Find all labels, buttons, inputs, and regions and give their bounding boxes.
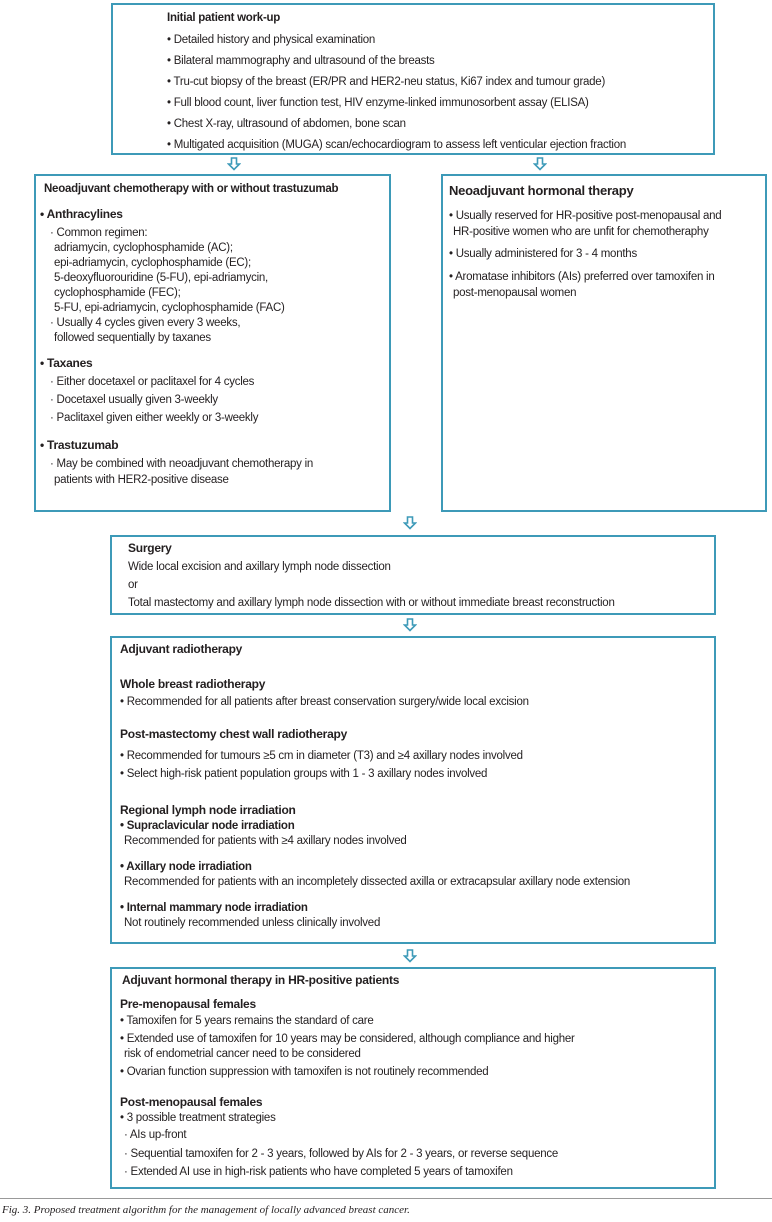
taxanes-line: · Docetaxel usually given 3-weekly (50, 394, 218, 406)
post-menopausal-line: · AIs up-front (124, 1129, 187, 1141)
surgery-box (110, 535, 716, 615)
anthracyclines-line: epi-adriamycin, cyclophosphamide (EC); (54, 257, 251, 269)
chemo-title: Neoadjuvant chemotherapy with or without trastuzumab (44, 183, 339, 195)
post-menopausal-line: • 3 possible treatment strategies (120, 1112, 276, 1124)
regional-heading: Regional lymph node irradiation (120, 803, 296, 817)
post-mastectomy-line: • Recommended for tumours ≥5 cm in diameter (T3) and ≥4 axillary nodes involved (120, 750, 523, 762)
trastuzumab-line: · May be combined with neoadjuvant chemotherapy in (50, 458, 314, 470)
regional-item-text: Recommended for patients with ≥4 axillary nodes involved (124, 835, 407, 847)
anthracyclines-line: followed sequentially by taxanes (54, 332, 211, 344)
chemo-box (34, 174, 391, 512)
pre-menopausal-heading: Pre-menopausal females (120, 997, 256, 1011)
trastuzumab-heading: • Trastuzumab (40, 438, 119, 452)
hormonal-line: • Aromatase inhibitors (AIs) preferred over tamoxifen in (449, 271, 715, 283)
workup-item: • Full blood count, liver function test, HIV enzyme-linked immunosorbent assay (ELISA) (167, 97, 589, 109)
post-menopausal-heading: Post-menopausal females (120, 1095, 263, 1109)
anthracyclines-heading: • Anthracylines (40, 207, 123, 221)
hormonal-box (441, 174, 767, 512)
anthracyclines-line: · Usually 4 cycles given every 3 weeks, (50, 317, 241, 329)
hormonal-title: Neoadjuvant hormonal therapy (449, 183, 634, 198)
surgery-title: Surgery (128, 541, 172, 555)
arrow-down-icon (403, 516, 417, 530)
taxanes-heading: • Taxanes (40, 356, 93, 370)
regional-item-text: Recommended for patients with an incompletely dissected axilla or extracapsular axillary node extension (124, 876, 631, 888)
hormonal-line: • Usually administered for 3 - 4 months (449, 248, 637, 260)
surgery-line: or (128, 579, 138, 591)
workup-item: • Detailed history and physical examination (167, 34, 376, 46)
pre-menopausal-line: • Tamoxifen for 5 years remains the standard of care (120, 1015, 374, 1027)
hormonal-line: HR-positive women who are unfit for chemotheraphy (453, 226, 709, 238)
figure-caption: Fig. 3. Proposed treatment algorithm for the management of locally advanced breast cancer. (2, 1204, 410, 1216)
pre-menopausal-line: risk of endometrial cancer need to be considered (124, 1048, 361, 1060)
regional-item-heading: • Axillary node irradiation (120, 861, 252, 873)
regional-item-heading: • Internal mammary node irradiation (120, 902, 308, 914)
surgery-line: Total mastectomy and axillary lymph node dissection with or without immediate breast reconstruction (128, 597, 615, 609)
radiotherapy-title: Adjuvant radiotherapy (120, 642, 243, 656)
arrow-down-icon (533, 157, 547, 171)
arrow-down-icon (403, 618, 417, 632)
anthracyclines-line: 5-FU, epi-adriamycin, cyclophosphamide (FAC) (54, 302, 285, 314)
regional-item-heading: • Supraclavicular node irradiation (120, 820, 295, 832)
pre-menopausal-line: • Ovarian function suppression with tamoxifen is not routinely recommended (120, 1066, 489, 1078)
workup-item: • Tru-cut biopsy of the breast (ER/PR and HER2-neu status, Ki67 index and tumour grade) (167, 76, 606, 88)
radiotherapy-box (110, 636, 716, 944)
anthracyclines-line: 5-deoxyfluorouridine (5-FU), epi-adriamycin, (54, 272, 268, 284)
anthracyclines-line: cyclophosphamide (FEC); (54, 287, 181, 299)
whole-breast-heading: Whole breast radiotherapy (120, 677, 266, 691)
post-mastectomy-line: • Select high-risk patient population groups with 1 - 3 axillary nodes involved (120, 768, 488, 780)
anthracyclines-line: adriamycin, cyclophosphamide (AC); (54, 242, 233, 254)
arrow-down-icon (227, 157, 241, 171)
post-menopausal-line: · Sequential tamoxifen for 2 - 3 years, followed by AIs for 2 - 3 years, or reverse sequence (124, 1148, 559, 1160)
workup-title: Initial patient work-up (167, 12, 281, 24)
taxanes-line: · Either docetaxel or paclitaxel for 4 cycles (50, 376, 255, 388)
workup-item: • Multigated acquisition (MUGA) scan/echocardiogram to assess left venticular ejection fraction (167, 139, 627, 151)
whole-breast-line: • Recommended for all patients after breast conservation surgery/wide local excision (120, 696, 529, 708)
hormonal-line: post-menopausal women (453, 287, 577, 299)
workup-item: • Chest X-ray, ultrasound of abdomen, bone scan (167, 118, 406, 130)
surgery-line: Wide local excision and axillary lymph node dissection (128, 561, 391, 573)
regional-item-text: Not routinely recommended unless clinically involved (124, 917, 381, 929)
arrow-down-icon (403, 949, 417, 963)
anthracyclines-line: · Common regimen: (50, 227, 148, 239)
workup-item: • Bilateral mammography and ultrasound of the breasts (167, 55, 435, 67)
pre-menopausal-line: • Extended use of tamoxifen for 10 years may be considered, although compliance and higher (120, 1033, 575, 1045)
taxanes-line: · Paclitaxel given either weekly or 3-weekly (50, 412, 259, 424)
caption-divider (0, 1198, 772, 1199)
adjuvant-hormonal-title: Adjuvant hormonal therapy in HR-positive patients (122, 973, 400, 987)
post-mastectomy-heading: Post-mastectomy chest wall radiotherapy (120, 727, 347, 741)
workup-box (111, 3, 715, 155)
adjuvant-hormonal-box (110, 967, 716, 1189)
post-menopausal-line: · Extended AI use in high-risk patients who have completed 5 years of tamoxifen (124, 1166, 513, 1178)
trastuzumab-line: patients with HER2-positive disease (54, 474, 229, 486)
hormonal-line: • Usually reserved for HR-positive post-menopausal and (449, 210, 722, 222)
